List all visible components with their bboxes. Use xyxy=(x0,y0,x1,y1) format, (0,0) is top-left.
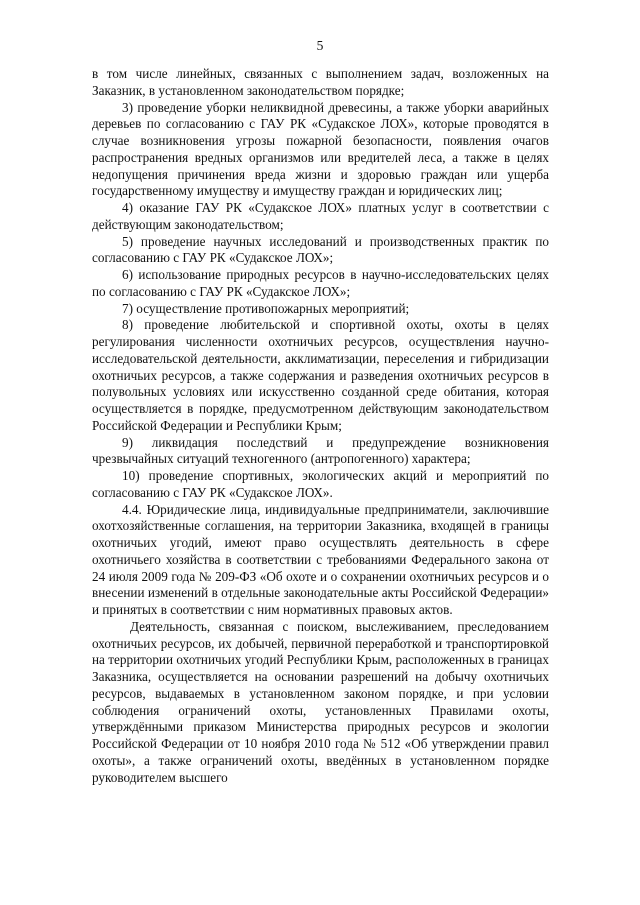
paragraph-item-8: 8) проведение любительской и спортивной охоты, охоты в целях регулирования численности охотничьих ресурсов, осуществления научно-исследовательской деятельности, акклиматизации, переселения и гибридизации охотничьих ресурсов, а также содержания и разведения охотничьих ресурсов в полувольных условиях или искусственно созданной среде обитания, которая осуществляется в порядке, предусмотренном действующим законодательством Российской Федерации и Республики Крым; xyxy=(92,317,549,433)
paragraph-item-7: 7) осуществление противопожарных мероприятий; xyxy=(122,300,410,316)
paragraph-item-9: 9) ликвидация последствий и предупреждение возникновения чрезвычайных ситуаций техногенного (антропогенного) характера; xyxy=(92,434,549,467)
paragraph-item-10: 10) проведение спортивных, экологических акций и мероприятий по согласованию с ГАУ РК «Судакское ЛОХ». xyxy=(92,468,549,500)
paragraph-item-4: 4) оказание ГАУ РК «Судакское ЛОХ» платных услуг в соответствии с действующим законодательством; xyxy=(92,200,549,232)
paragraph-hunting-activity: Деятельность, связанная с поиском, выслеживанием, преследованием охотничьих ресурсов, их добычей, первичной переработкой и транспортировкой на территории охотничьих угодий Республики Крым, расположенных в границах Заказника, осуществляется на основании разрешений на добычу охотничьих ресурсов, выдаваемых в установленном законом порядке, и при условии соблюдения ограничений охоты, установленных Правилами охоты, утверждёнными приказом Министерства природных ресурсов и экологии Российской Федерации от 10 ноября 2010 года № 512 «Об утверждении правил охоты», а также ограничений охоты, введённых в установленном порядке руководителем высшего xyxy=(92,618,549,785)
body-text xyxy=(92,66,549,786)
page-number: 5 xyxy=(316,38,324,53)
paragraph-continuation: в том числе линейных, связанных с выполнением задач, возложенных на Заказник, в установленном законодательством порядке; xyxy=(92,66,549,98)
paragraph-section-4-4: 4.4. Юридические лица, индивидуальные предприниматели, заключившие охотхозяйственные соглашения, на территории Заказника, входящей в границы охотничьих угодий, имеют право осуществлять деятельность в сфере охотничьего хозяйства в соответствии с требованиями Федерального закона от 24 июля 2009 года № 209-ФЗ «Об охоте и о сохранении охотничьих ресурсов и о внесении изменений в отдельные законодательные акты Российской Федерации» и принятых в соответствии с ним нормативных правовых актов. xyxy=(92,501,549,617)
paragraph-item-3: 3) проведение уборки неликвидной древесины, а также уборки аварийных деревьев по согласованию с ГАУ РК «Судакское ЛОХ», которые проводятся в случае возникновения угрозы пожарной безопасности, появления очагов распространения вредных организмов или вредителей леса, а также в целях недопущения причинения вреда жизни и здоровью граждан или ущерба государственному имуществу и имуществу граждан и юридических лиц; xyxy=(92,99,549,199)
paragraph-item-6: 6) использование природных ресурсов в научно-исследовательских целях по согласованию с ГАУ РК «Судакское ЛОХ»; xyxy=(92,267,549,299)
paragraph-item-5: 5) проведение научных исследований и производственных практик по согласованию с ГАУ РК «Судакское ЛОХ»; xyxy=(92,233,549,266)
